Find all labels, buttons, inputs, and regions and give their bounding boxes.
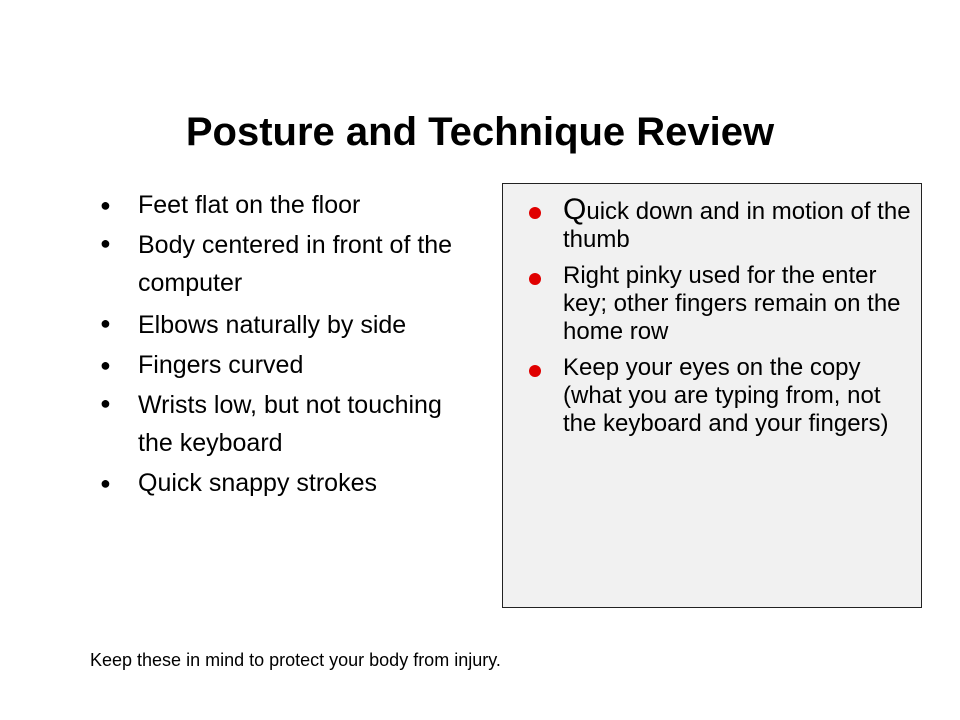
tips-box: [502, 183, 922, 608]
list-item: [529, 354, 911, 438]
list-item-text: Keep your eyes on the copy (what you are typing from, not the keyboard and your fingers): [563, 354, 889, 437]
list-item: [100, 226, 470, 302]
list-item-text: Elbows naturally by side: [138, 311, 407, 339]
list-item: [100, 306, 470, 344]
list-item-text: Quick snappy strokes: [138, 469, 377, 497]
list-item-text: Right pinky used for the enter key; other fingers remain on the home row: [563, 262, 901, 345]
page-title: Posture and Technique Review: [185, 110, 775, 154]
bullet-icon: ●: [100, 393, 111, 413]
list-item-text: Wrists low, but not touching the keyboard: [138, 391, 442, 457]
red-bullet-icon: [529, 207, 541, 219]
left-bullet-list: [100, 188, 470, 504]
list-item: [100, 188, 470, 222]
tips-list: [503, 184, 921, 438]
red-bullet-icon: [529, 365, 541, 377]
list-item-text: Feet flat on the floor: [138, 191, 361, 219]
red-bullet-icon: [529, 273, 541, 285]
list-item-text: [563, 193, 911, 254]
bullet-icon: ●: [100, 233, 111, 253]
list-item: [100, 386, 470, 462]
bullet-icon: ●: [100, 473, 111, 493]
list-item-text: Fingers curved: [138, 351, 304, 379]
list-item: [100, 348, 470, 382]
footer-note: Keep these in mind to protect your body from injury.: [90, 650, 501, 670]
list-item: [100, 466, 470, 500]
list-item-text-rest: uick down and in motion of the thumb: [563, 198, 911, 253]
bullet-icon: ●: [100, 313, 111, 333]
list-item-text: Body centered in front of the computer: [138, 231, 453, 297]
list-item: [529, 262, 911, 346]
bullet-icon: ●: [100, 355, 111, 375]
list-item: [529, 193, 911, 254]
drop-cap: Q: [563, 193, 587, 226]
bullet-icon: ●: [100, 195, 111, 215]
